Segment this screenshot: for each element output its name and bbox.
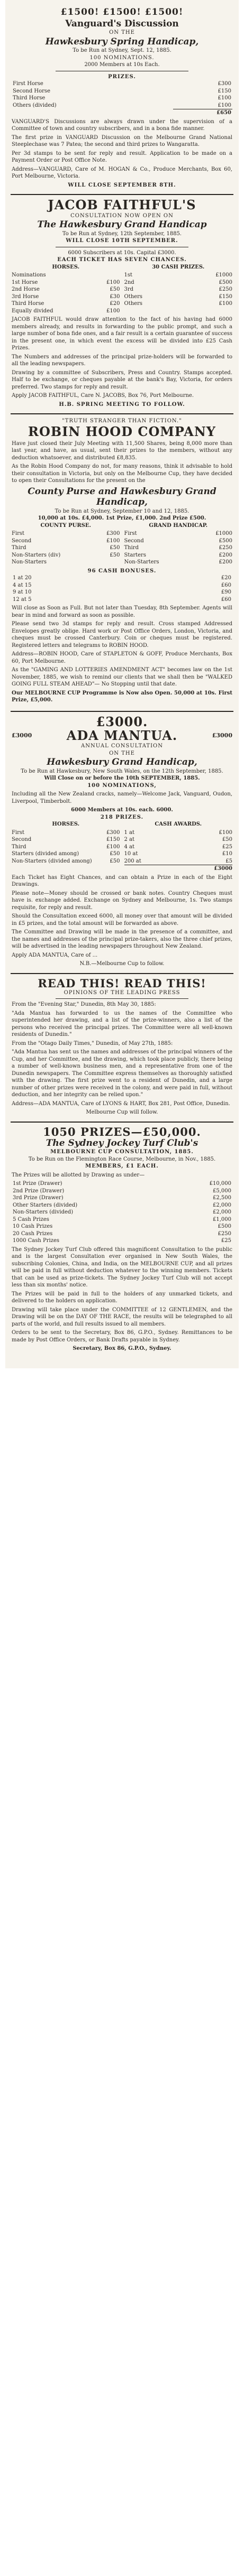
closing-notice: WILL CLOSE 10TH SEPTEMBER. <box>66 238 178 244</box>
body-text: The Prizes will be allotted by Drawing as under— <box>12 1172 145 1178</box>
ad-title: READ THIS! READ THIS! <box>38 976 206 990</box>
quote-text: "Ada Mantua has forwarded to us the names of the Committee who superintended her drawing, and a list of the prize-winners, also a list of the persons who received the principal prizes. The Committee were all well-known residents of Dunedin." <box>12 1010 232 1038</box>
body-text: As the "GAMING AND LOTTERIES AMENDMENT ACT" becomes law on the 1st November, 1885, we wish to remind our clients that we shall then be "WALKED GOING FULL STEAM AHEAD"— No Stopping until that date. <box>12 667 232 688</box>
horses-column: HORSES. First £300 Second £150 Third £100 Starters (divided among) £50 Non-Starters (divided among) £50 <box>12 821 120 864</box>
ad-title: JACOB FAITHFUL'S <box>48 197 196 213</box>
horses-column: HORSES. Nominations 1st Horse £100 2nd Horse £50 3rd Horse £30 Third Horse £20 Equally divided £100 <box>12 264 120 314</box>
ad-subtitle: MELBOURNE CUP CONSULTATION, 1885. <box>50 1149 194 1155</box>
prize-row: 1st Prize (Drawer) £10,000 <box>13 1181 231 1187</box>
race-name: Hawkesbury Spring Handicap, <box>45 36 199 47</box>
ad-vanguard <box>11 3 233 195</box>
body-text: The Numbers and addresses of the principal prize-holders will be forwarded to all the leading newspapers. <box>12 354 232 367</box>
prize-row: Starters (divided among) £50 <box>12 851 120 857</box>
members: 2000 Members at 10s Each. <box>84 62 160 68</box>
follow-notice: N.B.—Melbourne Cup to follow. <box>79 961 165 967</box>
amount-left: £3000 <box>12 731 32 739</box>
ad-title: Vanguard's Discussion <box>65 18 179 29</box>
banner: £1500! £1500! £1500! <box>60 7 184 17</box>
prize-row: First £300 <box>12 531 120 537</box>
quote-heading: "TRUTH STRANGER THAN FICTION." <box>62 418 182 424</box>
follow-notice: H.B. SPRING MEETING TO FOLLOW. <box>59 401 185 407</box>
body-text: As the Robin Hood Company do not, for many reasons, think it advisable to hold their consultation in Victoria, but only on the Melbourne Cup, they have decided to open their Consultations for the present on the <box>12 464 232 484</box>
prize-row: Nominations <box>12 272 46 278</box>
prize-row: First £1000 <box>124 531 232 537</box>
address: Address—ROBIN HOOD, Care of STAPLETON & GOFF, Produce Merchants, Box 60, Port Melbourne. <box>12 651 232 664</box>
race-name: Hawkesbury Grand Handicap, <box>47 757 197 768</box>
race-name: The Hawkesbury Grand Handicap <box>37 219 207 230</box>
prize-row: Third £250 <box>124 545 232 551</box>
quote-text: "Ada Mantua has sent us the names and addresses of the principal winners of the Cup, and her Committee, and the drawing, which took place publicly, there being a number of well-known business men, and a representative from one of the Dunedin newspapers. The Committee express themselves as thoroughly satisfied with the drawing. The first prize went to a resident of Dunedin, and a large number of other prizes were received in the colony, and were paid in full, without deduction, and her integrity can be relied upon." <box>12 1049 232 1098</box>
prize-row: 20 Cash Prizes £250 <box>13 1230 231 1237</box>
prize-row: 9 at 10 £90 <box>13 589 231 596</box>
prize-row: Third Horse £100 <box>13 95 231 101</box>
race-date: To be Run at Sydney, September 10 and 12, 1885. <box>55 508 189 514</box>
prize-row: First £300 <box>12 829 120 836</box>
newspaper-page <box>5 0 239 1368</box>
prizes-count: 218 PRIZES. <box>100 814 144 820</box>
prize-row: Second £100 <box>12 538 120 544</box>
prize-row: Starters £200 <box>124 552 232 558</box>
body-text: The Sydney Jockey Turf Club offered this magnificent Consultation to the public and is the largest Consultation ever organised in New South Wales, the subscribing Colonies, China, and India, on the MELBOURNE CUP, and all prizes will be paid in full without deduction whatever to the winning members. Tickets that can be used as prize-tickets. The Sydney Jockey Turf Club will not accept less than six months' notice. <box>12 1246 232 1289</box>
body-text: Per 3d stamps to be sent for reply and result. Application to be made on a Payment Order or Post Office Note. <box>12 150 232 164</box>
body-text: Drawing by a committee of Subscribers, Press and Country. Stamps accepted. Half to be exchange, or cheques payable at the bank's Bay, Victoria, for orders preferred. Two stamps for reply and result. <box>12 369 232 390</box>
body-text: VANGUARD'S Discussions are always drawn under the supervision of a Committee of town and country subscribers, and in a bona fide manner. <box>12 118 232 132</box>
prize-columns <box>12 522 232 566</box>
prize-row: 1 at 20 £20 <box>13 575 231 581</box>
members: 6000 Members at 10s. each. 6000. <box>71 807 173 813</box>
prize-row: 5 Cash Prizes £1,000 <box>13 1216 231 1222</box>
on-the: ON THE <box>109 750 135 756</box>
ad-robin-hood <box>11 414 233 712</box>
prize-columns <box>12 264 232 315</box>
race-name: County Purse and Hawkesbury Grand Handicap, <box>28 486 216 508</box>
race-date: To be Run on the Flemington Race Course, Melbourne, in Nov., 1885. <box>28 1156 216 1162</box>
address: Apply ADA MANTUA, Care of ... <box>12 952 98 958</box>
body-text: The Prizes will be paid in full to the holders of any unmarked tickets, and delivered to the holders on application. <box>12 1291 232 1304</box>
prize-row: Non-Starters £200 <box>124 559 232 566</box>
address: Address—ADA MANTUA, Care of LYONS & HART, Box 281, Post Office, Dunedin. <box>12 1100 230 1107</box>
prize-row: 2nd Prize (Drawer) £5,000 <box>13 1188 231 1194</box>
ad-read-this <box>11 974 233 1123</box>
body-text: Orders to be sent to the Secretary, Box 86, G.P.O., Sydney. Remittances to be made by Post Office Orders, or Bank Drafts payable in Sydney. <box>12 1330 232 1343</box>
quote-source: From the "Otago Daily Times," Dunedin, of May 27th, 1885: <box>12 1040 173 1046</box>
body-text: Please send two 3d stamps for reply and result. Cross stamped Addressed Envelopes greatly oblige. Hard work or Post Office Orders, London, Victoria, and cheques must be crossed Canterbury. Coin or cheques must be registered. Registered letters and telegrams to ROBIN HOOD. <box>12 621 232 648</box>
chances: EACH TICKET HAS SEVEN CHANCES. <box>57 257 187 263</box>
prize-row: Third Horse £20 <box>12 301 120 307</box>
members: 6000 Subscribers at 10s. Capital £3000. <box>68 249 176 256</box>
secretary: Secretary, Box 86, G.P.O., Sydney. <box>73 1346 171 1352</box>
prize-row: Others £150 <box>124 293 232 300</box>
on-the: ON THE <box>109 30 135 36</box>
body-text: The Committee and Drawing will be made in the presence of a committee, and the names and addresses of the principal prize-takers, also the three chief prizes, will be advertised in the leading newspapers throughout New Zealand. <box>12 929 232 950</box>
prize-row: First Horse £300 <box>13 81 231 87</box>
body-text: Drawing will take place under the COMMITTEE of 12 GENTLEMEN, and the Drawing will be on the DAY OF THE RACE, the results will be telegraphed to all parts of the world, and full results issued to all members. <box>12 1306 232 1327</box>
prizes-heading: PRIZES. <box>108 73 136 80</box>
prize-row: 10 Cash Prizes £500 <box>13 1224 231 1230</box>
address: Apply JACOB FAITHFUL, Care N. JACOBS, Box 76, Port Melbourne. <box>12 393 194 399</box>
prize-row: 3rd Prize (Drawer) £2,500 <box>13 1195 231 1201</box>
ad-subtitle: CONSULTATION NOW OPEN ON <box>70 212 174 219</box>
prize-row: 3rd £250 <box>124 286 232 292</box>
amount-heading: £3000. <box>96 714 148 729</box>
prize-row: Non-Starters (div) £50 <box>12 552 120 558</box>
body-text: The first prize in VANGUARD Discussion on the Melbourne Grand National Steeplechase was 7 Patea; the second and third prizes to Wangaratta. <box>12 134 232 148</box>
body-text: Will close as Soon as Full. But not later than Tuesday, 8th September. Agents will bear in mind and forward as soon as possible. <box>12 605 232 618</box>
prize-row: Third £50 <box>12 545 120 551</box>
body-text: Including all the New Zealand cracks, namely—Welcome Jack, Vanguard, Oudon, Liverpool, Timberbolt. <box>12 791 232 804</box>
ad-sydney-jockey-club <box>11 1123 233 1358</box>
follow-notice: Melbourne Cup will follow. <box>86 1109 158 1116</box>
ad-ada-mantua <box>11 712 233 974</box>
ad-subtitle: OPINIONS OF THE LEADING PRESS <box>64 989 180 996</box>
prize-table <box>12 80 232 117</box>
prize-row: Third £100 <box>12 844 120 850</box>
race-date: To be Run at Hawkesbury, New South Wales, on the 12th September, 1885. <box>21 768 223 774</box>
cash-column: 30 CASH PRIZES. 1st £1000 2nd £500 3rd £250 Others £150 Others £100 <box>124 264 232 307</box>
prize-row: 200 at £5 <box>124 858 232 864</box>
prize-row: 12 at 5 £60 <box>13 596 231 603</box>
prize-row: Others £100 <box>124 301 232 307</box>
closing-notice: WILL CLOSE SEPTEMBER 8TH. <box>68 182 176 188</box>
ad-title: ADA MANTUA. <box>66 728 178 744</box>
closing-notice: Will Close on or before the 10th SEPTEMBER, 1885. <box>44 775 200 782</box>
prize-row: Non-Starters (divided among) £50 <box>12 858 120 864</box>
nominations: 100 NOMINATIONS. <box>89 54 155 61</box>
ad-jacob-faithful <box>11 195 233 414</box>
prize-columns <box>12 821 232 873</box>
ad-title: ROBIN HOOD COMPANY <box>28 423 216 439</box>
prize-row: 1st £1000 <box>124 272 232 278</box>
prize-row: 1000 Cash Prizes £25 <box>13 1238 231 1244</box>
address: Address—VANGUARD, Care of M. HOGAN & Co., Produce Merchants, Box 60, Port Melbourne, Victoria. <box>12 166 232 180</box>
race-date: To be Run at Sydney, Sept. 12, 1885. <box>73 48 171 54</box>
prize-row: 4 at £25 <box>124 844 232 850</box>
prize-row: Second £150 <box>12 837 120 843</box>
prize-row: 2 at £50 <box>124 837 232 843</box>
prize-row: 1st Horse £100 <box>12 279 120 285</box>
ad-subtitle: ANNUAL CONSULTATION <box>81 743 163 749</box>
prize-row: Non-Starters (divided) £2,000 <box>13 1209 231 1216</box>
prize-row: 10 at £10 <box>124 851 232 857</box>
cash-column: CASH AWARDS. 1 at £100 2 at £50 4 at £25 10 at £10 200 at £5 £3000 <box>124 821 232 872</box>
county-column: COUNTY PURSE. First £300 Second £100 Third £50 Non-Starters (div) £50 Non-Starters <box>12 522 120 566</box>
bonus-heading: 96 CASH BONUSES. <box>87 568 157 574</box>
nominations: 100 NOMINATIONS, <box>87 782 157 789</box>
body-text: JACOB FAITHFUL would draw attention to the fact of his having had 6000 members already, and results in forwarding to the public prompt, and such a large number of bona fide ones, and a fair result is a certain guarantee of success in the present one, in which event the excess will be divided into £25 Cash Prizes. <box>12 317 232 351</box>
body-text: Our MELBOURNE CUP Programme is Now also Open. 50,000 at 10s. First Prize, £5,000. <box>12 690 232 703</box>
club-name: The Sydney Jockey Turf Club's <box>46 1138 198 1149</box>
prize-table <box>12 1180 232 1245</box>
divider <box>56 998 188 999</box>
prize-row: Other Starters (divided) £2,000 <box>13 1202 231 1208</box>
prize-row: 2nd £500 <box>124 279 232 285</box>
members: 10,000 at 10s. £4,000. 1st Prize, £1,000. 2nd Prize £500. <box>38 515 206 522</box>
title-row <box>12 729 232 743</box>
ad-title: 1050 PRIZES—£50,000. <box>43 1125 201 1138</box>
prize-row: Equally divided £100 <box>12 308 120 314</box>
quote-source: From the "Evening Star," Dunedin, 8th May 30, 1885: <box>12 1002 156 1008</box>
members: MEMBERS, £1 EACH. <box>85 1163 159 1170</box>
grand-column: GRAND HANDICAP. First £1000 Second £500 Third £250 Starters £200 Non-Starters £200 <box>124 522 232 566</box>
prize-row: Others (divided) £100 <box>13 102 231 108</box>
prize-row: 1 at £100 <box>124 829 232 836</box>
prize-row: Second Horse £150 <box>13 88 231 94</box>
prize-row: Non-Starters <box>12 559 47 566</box>
prize-row: Second £500 <box>124 538 232 544</box>
body-text: Please note—Money should be crossed or bank notes. Country Cheques must have is. exchange added. Exchange on Sydney and Melbourne, 1s. Two stamps requisite, for reply and result. <box>12 890 232 911</box>
amount-right: £3000 <box>212 731 232 739</box>
prize-total: £650 <box>12 109 232 117</box>
prize-row: 3rd Horse £30 <box>12 293 120 300</box>
prize-row: 2nd Horse £50 <box>12 286 120 292</box>
bonus-table <box>12 574 232 603</box>
race-date: To be Run at Sydney, 12th September, 1885. <box>62 230 182 237</box>
prize-total: £3000 <box>124 865 233 873</box>
body-text: Each Ticket has Eight Chances, and can obtain a Prize in each of the Eight Drawings. <box>12 874 232 888</box>
body-text: Should the Consultation exceed 6000, all money over that amount will be divided in £5 prizes, and the total amount will be forwarded as above. <box>12 913 232 926</box>
body-text: Have just closed their July Meeting with 11,500 Shares, being 8,000 more than last year, and have, as usual, sent their prizes to the members, without any deduction whatsoever, and distributed £8,835. <box>12 440 232 461</box>
prize-row: 4 at 15 £60 <box>13 582 231 588</box>
